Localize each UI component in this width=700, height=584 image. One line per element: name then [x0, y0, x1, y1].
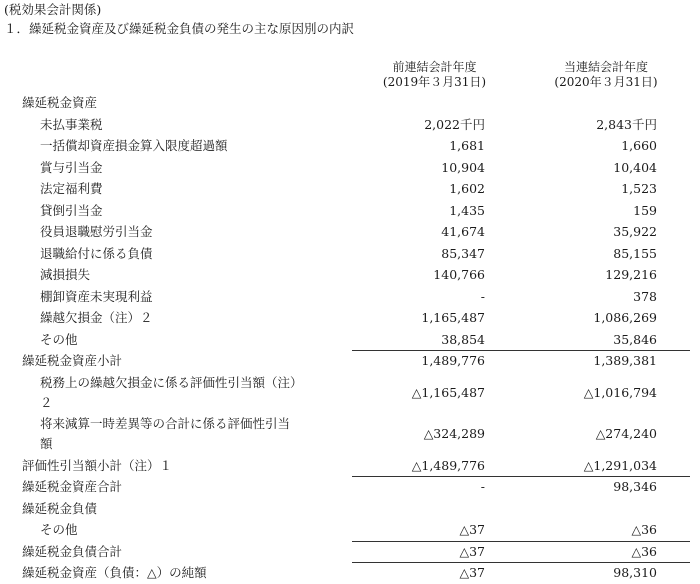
table-row: [0, 476, 700, 498]
prior-year-value: △1,165,487: [411, 384, 485, 400]
current-year-value: 10,404: [613, 159, 657, 175]
row-label: 法定福利費: [40, 181, 103, 196]
subtotal-rule: [522, 541, 690, 542]
row-label: 未払事業税: [40, 116, 103, 132]
table-row: [0, 157, 700, 179]
row-label: 繰越欠損金（注）２: [40, 310, 153, 325]
row-label: 退職給付に係る負債: [40, 245, 153, 261]
table-row: [0, 200, 700, 222]
current-year-value: 98,310: [613, 565, 657, 580]
table-row: [0, 350, 700, 372]
prior-year-value: 38,854: [441, 331, 485, 347]
prior-year-value: 1,165,487: [421, 310, 485, 325]
row-label: 役員退職慰労引当金: [40, 224, 153, 239]
current-year-value: 129,216: [605, 267, 657, 282]
prior-year-value: 1,489,776: [421, 353, 485, 368]
current-year-value: 2,843千円: [596, 116, 657, 132]
row-label: 繰延税金負債: [22, 500, 98, 516]
row-label: 繰延税金資産（負債：△）の純額: [22, 565, 207, 580]
subtotal-rule: [352, 541, 522, 542]
item-heading: １．繰延税金資産及び繰延税金負債の発生の主な原因別の内訳: [4, 21, 355, 36]
table-row: [0, 519, 700, 541]
tax-effect-table: [0, 92, 700, 584]
prior-year-value: △1,489,776: [411, 457, 485, 473]
row-label: 貸倒引当金: [40, 202, 103, 218]
table-row: [0, 135, 700, 157]
column-header-prior-year-date: (2019年３月31日): [382, 75, 487, 89]
column-header-prior-year: [352, 60, 517, 90]
row-label: 一括償却資産損金算入限度超過額: [40, 138, 228, 153]
row-label: 税務上の繰越欠損金に係る評価性引当額（注）２: [40, 374, 297, 410]
current-year-value: 1,523: [621, 181, 657, 196]
table-row: [0, 329, 700, 351]
subtotal-rule: [352, 476, 522, 477]
prior-year-value: -: [480, 479, 485, 494]
table-row: [0, 114, 700, 136]
prior-year-value: △37: [459, 565, 485, 580]
row-label: 将来減算一時差異等の合計に係る評価性引当額: [40, 416, 291, 451]
prior-year-value: △324,289: [423, 426, 485, 441]
table-row: [0, 264, 700, 286]
prior-year-value: 85,347: [441, 245, 485, 261]
table-row: [0, 372, 700, 414]
current-year-value: 1,389,381: [593, 353, 657, 368]
row-label: 繰延税金資産小計: [22, 353, 123, 368]
table-row: [0, 243, 700, 265]
current-year-value: 35,922: [613, 224, 657, 239]
prior-year-value: 10,904: [441, 159, 485, 175]
table-row: [0, 413, 700, 455]
prior-year-value: 140,766: [433, 267, 485, 282]
row-label: 繰延税金資産合計: [22, 479, 123, 494]
prior-year-value: -: [480, 288, 485, 304]
subtotal-rule: [352, 562, 522, 563]
row-label: 評価性引当額小計（注）１: [22, 457, 173, 473]
current-year-value: △1,016,794: [583, 384, 657, 400]
prior-year-value: 41,674: [441, 224, 485, 239]
prior-year-value: 1,435: [449, 202, 485, 218]
table-row: [0, 307, 700, 329]
section-label: (税効果会計関係): [4, 2, 102, 17]
table-row: [0, 92, 700, 114]
current-year-value: 98,346: [613, 479, 657, 494]
row-label: 繰延税金負債合計: [22, 543, 123, 559]
current-year-value: 85,155: [613, 245, 657, 261]
table-row: [0, 221, 700, 243]
prior-year-value: 1,681: [449, 138, 485, 153]
column-header-current-year-date: (2020年３月31日): [554, 75, 658, 89]
row-label: 棚卸資産未実現利益: [40, 288, 153, 304]
current-year-value: △274,240: [595, 426, 657, 441]
current-year-value: 1,660: [621, 138, 657, 153]
current-year-value: △1,291,034: [583, 457, 657, 473]
current-year-value: △36: [631, 522, 657, 537]
row-label: その他: [40, 522, 78, 537]
prior-year-value: △37: [459, 522, 485, 537]
table-row: [0, 178, 700, 200]
current-year-value: 1,086,269: [593, 310, 657, 325]
table-row: [0, 541, 700, 563]
subtotal-rule: [522, 562, 690, 563]
row-label: 繰延税金資産: [22, 95, 98, 110]
column-header-current-year-title: 当連結会計年度: [563, 60, 648, 74]
current-year-value: 35,846: [613, 331, 657, 347]
prior-year-value: 1,602: [449, 181, 485, 196]
table-row: [0, 562, 700, 584]
subtotal-rule: [522, 476, 690, 477]
row-label: 減損損失: [40, 267, 91, 282]
table-row: [0, 455, 700, 477]
current-year-value: 159: [633, 202, 657, 218]
prior-year-value: 2,022千円: [424, 116, 485, 132]
table-row: [0, 498, 700, 520]
prior-year-value: △37: [459, 543, 485, 559]
column-header-prior-year-title: 前連結会計年度: [392, 60, 477, 74]
current-year-value: △36: [631, 543, 657, 559]
row-label: その他: [40, 331, 78, 347]
row-label: 賞与引当金: [40, 159, 103, 175]
table-row: [0, 286, 700, 308]
column-header-current-year: [522, 60, 690, 90]
current-year-value: 378: [633, 288, 657, 304]
